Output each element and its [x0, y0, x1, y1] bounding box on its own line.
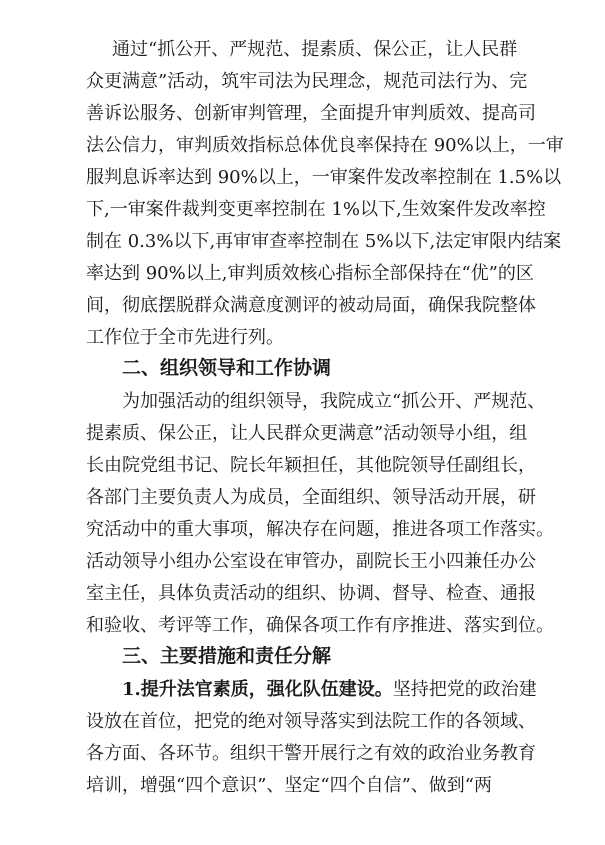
- paragraph-line: 善诉讼服务、创新审判管理，全面提升审判质效、提高司: [86, 103, 536, 124]
- measure-text: 坚持把党的政治建: [392, 679, 537, 700]
- measure-title: 1.提升法官素质，强化队伍建设。: [122, 679, 393, 700]
- paragraph-line: 提素质、保公正，让人民群众更满意”活动领导小组，组: [86, 423, 528, 444]
- paragraph-line: 下,一审案件裁判变更率控制在 1%以下,生效案件发改率控: [86, 199, 546, 220]
- paragraph-line: 法公信力，审判质效指标总体优良率保持在 90%以上，一审: [86, 135, 564, 156]
- paragraph-line: 究活动中的重大事项，解决存在问题，推进各项工作落实。: [86, 519, 554, 540]
- paragraph-line: 设放在首位，把党的绝对领导落实到法院工作的各领域、: [86, 711, 536, 732]
- paragraph-line: 通过“抓公开、严规范、提素质、保公正，让人民群: [112, 39, 518, 60]
- paragraph-line: 制在 0.3%以下,再审审查率控制在 5%以下,法定审限内结案: [86, 231, 562, 252]
- section-heading: 三、主要措施和责任分解: [122, 645, 332, 667]
- paragraph-line: 间，彻底摆脱群众满意度测评的被动局面，确保我院整体: [86, 295, 536, 316]
- paragraph-line: 各方面、各环节。组织干警开展行之有效的政治业务教育: [86, 743, 536, 764]
- section-heading: 二、组织领导和工作协调: [122, 357, 332, 379]
- paragraph-line: 室主任，具体负责活动的组织、协调、督导、检查、通报: [86, 583, 536, 604]
- paragraph-line: 服判息诉率达到 90%以上，一审案件发改率控制在 1.5%以: [86, 167, 562, 188]
- paragraph-line: 长由院党组书记、院长年颖担任，其他院领导任副组长，: [86, 455, 536, 476]
- paragraph-line: 和验收、考评等工作，确保各项工作有序推进、落实到位。: [86, 615, 554, 636]
- paragraph-line: [122, 678, 537, 702]
- paragraph-line: 众更满意”活动，筑牢司法为民理念，规范司法行为、完: [86, 71, 528, 92]
- paragraph-line: 为加强活动的组织领导，我院成立“抓公开、严规范、: [122, 391, 546, 412]
- paragraph-line: 各部门主要负责人为成员，全面组织、领导活动开展，研: [86, 487, 536, 508]
- paragraph-line: 工作位于全市先进行列。: [86, 327, 284, 348]
- paragraph-line: 率达到 90%以上,审判质效核心指标全部保持在“优”的区: [86, 263, 534, 284]
- paragraph-line: 培训，增强“四个意识”、坚定“四个自信”、做到“两: [86, 775, 493, 796]
- paragraph-line: 活动领导小组办公室设在审管办，副院长王小四兼任办公: [86, 551, 536, 572]
